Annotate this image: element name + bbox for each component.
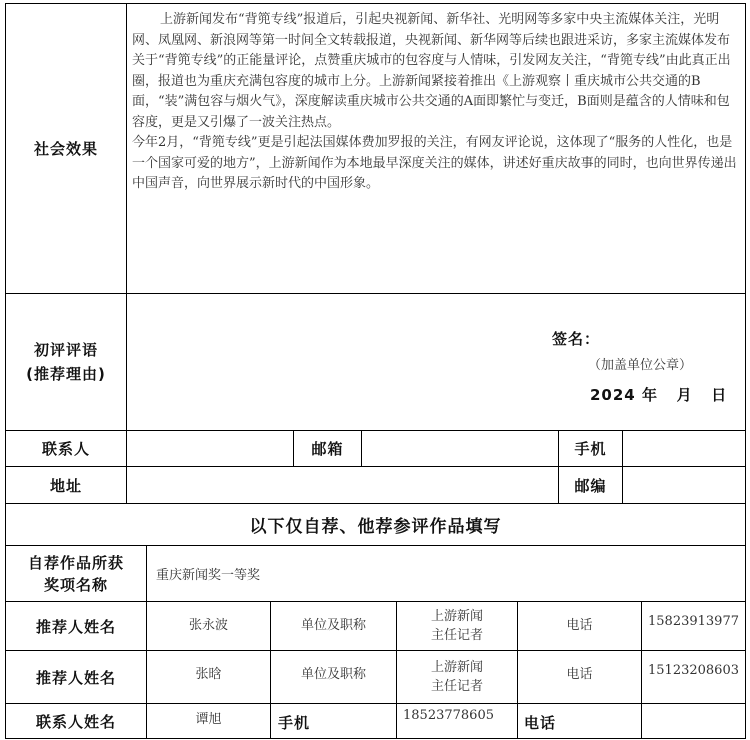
award-label-line2: 奖项名称 xyxy=(43,575,108,594)
email-label: 邮箱 xyxy=(311,440,344,458)
section-title: 以下仅自荐、他荐参评作品填写 xyxy=(249,517,502,537)
contact-value-field[interactable] xyxy=(127,431,293,466)
recommender-2-phone: 15123208603 xyxy=(648,663,739,678)
award-label-line1: 自荐作品所获 xyxy=(27,553,124,572)
contact-mobile: 18523778605 xyxy=(403,708,494,723)
recommender-1-name: 张永波 xyxy=(188,618,228,633)
phone-value-field[interactable] xyxy=(623,431,745,466)
zip-value-field[interactable] xyxy=(623,467,745,503)
award-label xyxy=(6,546,146,601)
recommender-1-unit-label: 单位及职称 xyxy=(300,618,366,633)
recommender-1-unit xyxy=(397,602,517,650)
recommender-2-phone-label: 电话 xyxy=(566,667,593,682)
recommender-2-name: 张晗 xyxy=(195,667,222,682)
recommender-2-unit-line1: 上游新闻 xyxy=(430,660,483,675)
contact-tel-field[interactable] xyxy=(642,704,745,738)
address-label: 地址 xyxy=(49,476,82,495)
effect-paragraph-1: 上游新闻发布“背篼专线”报道后，引起央视新闻、新华社、光明网等多家中央主流媒体关注，光明网、凤凰网、新浪网等第一时间全文转载报道，央视新闻、新华网等后续也跟进采访，多家主流媒体发布关于“背篼专线”的正能量评论，点赞重庆城市的包容度与人情味，引发网友关注，“背篼专线”由此真正出圈，报道也为重庆充满包容度的城市上分。上游新闻紧接着推出《上游观察丨重庆城市公共交通的B面，“装”满包容与烟火气》，深度解读重庆城市公共交通的A面即繁忙与变迁，B面则是蕴含的人情味和包容度，更是又引爆了一波关注热点。 xyxy=(132,12,731,130)
review-label-line1: 初评评语 xyxy=(33,341,98,359)
contact-person-label: 联系人姓名 xyxy=(35,712,116,731)
zip-label: 邮编 xyxy=(574,476,607,495)
recommender-2-label: 推荐人姓名 xyxy=(35,668,116,687)
address-value-field[interactable] xyxy=(127,467,558,503)
recommender-1-phone-label: 电话 xyxy=(566,618,593,633)
contact-mobile-label: 手机 xyxy=(278,714,311,732)
contact-person-name: 谭旭 xyxy=(195,712,222,727)
award-value: 重庆新闻奖一等奖 xyxy=(156,568,261,583)
contact-tel-label: 电话 xyxy=(524,714,557,732)
recommender-2-unit-line2: 主任记者 xyxy=(430,679,483,694)
recommender-1-unit-line2: 主任记者 xyxy=(430,628,483,643)
signature-label: 签名： xyxy=(552,330,601,348)
social-effect-content xyxy=(132,10,740,290)
email-value-field[interactable] xyxy=(362,431,558,466)
recommender-1-label: 推荐人姓名 xyxy=(35,617,116,636)
seal-note: （加盖单位公章） xyxy=(588,358,693,373)
recommender-2-unit-label: 单位及职称 xyxy=(300,667,366,682)
review-date: 2024 年 月 日 xyxy=(590,386,728,404)
review-label xyxy=(6,294,126,430)
review-label-line2: (推荐理由) xyxy=(26,365,106,383)
phone-label: 手机 xyxy=(574,440,607,458)
social-effect-label: 社会效果 xyxy=(33,140,98,158)
contact-label: 联系人 xyxy=(41,440,90,458)
recommender-1-phone: 15823913977 xyxy=(648,614,739,629)
effect-paragraph-2: 今年2月，“背篼专线”更是引起法国媒体费加罗报的关注，有网友评论说，这体现了“服务的人性化，也是一个国家可爱的地方”，上游新闻作为本地最早深度关注的媒体，讲述好重庆故事的同时，也向世界传递出中国声音，向世界展示新时代的中国形象。 xyxy=(132,135,737,191)
recommender-1-unit-line1: 上游新闻 xyxy=(430,609,483,624)
recommender-2-unit xyxy=(397,651,517,703)
